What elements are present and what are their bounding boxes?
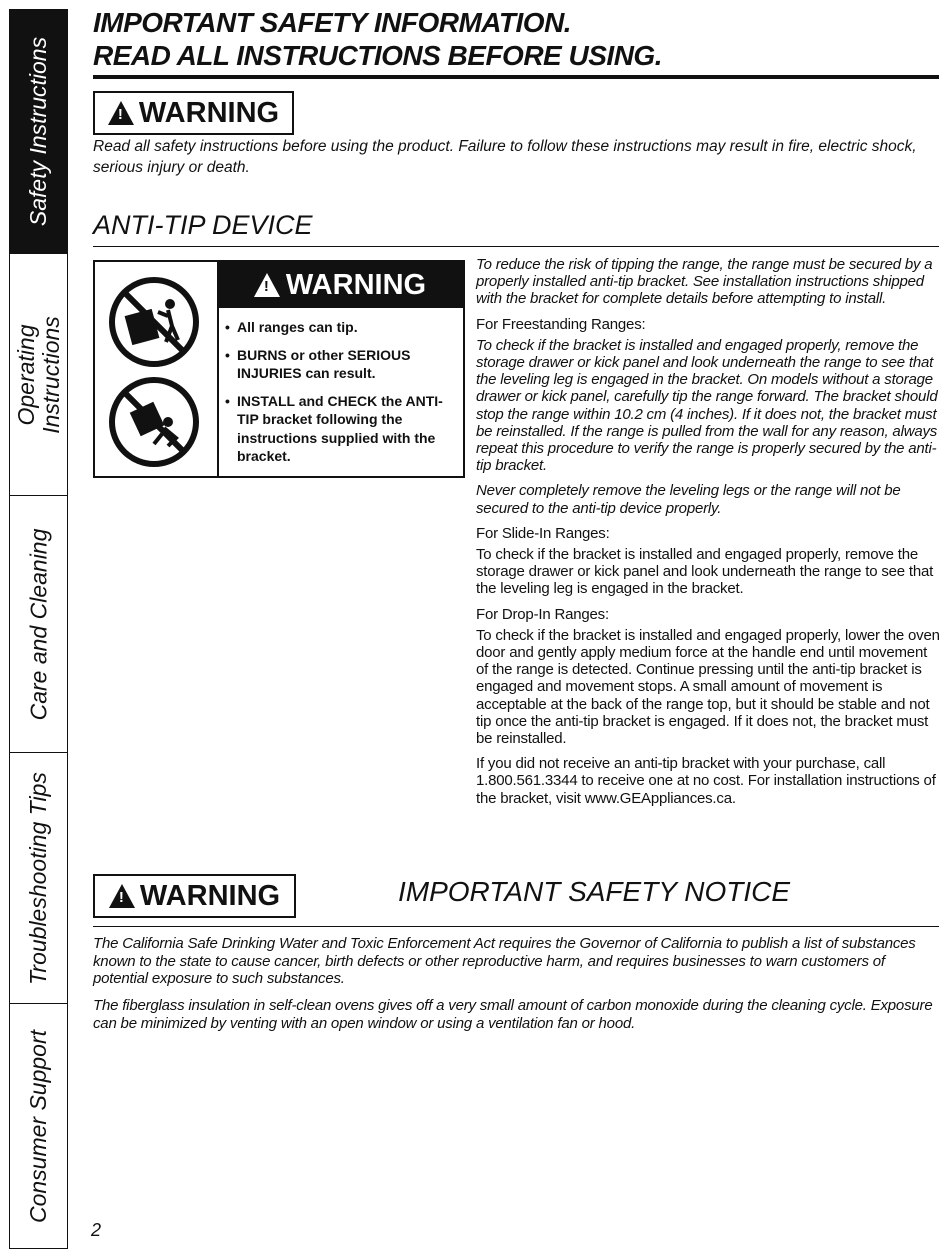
title-rule (93, 75, 939, 79)
page-content (93, 0, 939, 1260)
drop-in-heading: For Drop-In Ranges: (476, 605, 609, 623)
warning-badge (93, 91, 294, 135)
child-tipping-prohibited-icon (108, 376, 200, 468)
label-hazard-list (225, 318, 457, 475)
tab-label: Consumer Support (25, 1029, 52, 1223)
page-title (93, 6, 662, 72)
warning-triangle-icon: ! (108, 101, 134, 125)
title-line-1: IMPORTANT SAFETY INFORMATION. (93, 7, 572, 38)
title-line-2: READ ALL INSTRUCTIONS BEFORE USING. (93, 40, 662, 71)
tab-safety-instructions[interactable] (9, 9, 68, 254)
slide-in-heading: For Slide-In Ranges: (476, 524, 610, 542)
range-tipping-prohibited-icon (108, 276, 200, 368)
intro-warning-text: Read all safety instructions before using the product. Failure to follow these instructions may result in fire, electric shock, serious injury or death. (93, 138, 917, 176)
fiberglass-notice: The fiberglass insulation in self-clean ovens gives off a very small amount of carbon monoxide during the cleaning cycle. Exposure can be minimized by venting with an open window or using a ventilation fan or hood. (93, 997, 933, 1032)
section-sidebar (9, 9, 70, 1249)
warning-label: WARNING (138, 96, 280, 129)
contact-info: If you did not receive an anti-tip bracket with your purchase, call 1.800.561.3344 to receive one at no cost. For installation instructions of the bracket, visit www.GEAppliances.ca. (476, 755, 936, 807)
label-banner-text: WARNING (285, 268, 427, 301)
california-act-notice: The California Safe Drinking Water and Toxic Enforcement Act requires the Governor of California to publish a list of substances known to the state to cause cancer, birth defects or other reproductive harm, and requires businesses to warn customers of potential exposure to such substances. (93, 935, 916, 987)
notice-warning-badge (93, 874, 296, 918)
tab-label: Safety Instructions (25, 36, 52, 227)
tab-label: Care and Cleaning (25, 528, 52, 720)
warning-label: WARNING (139, 879, 281, 912)
warning-triangle-icon: ! (109, 884, 135, 908)
tab-label: Operating Instructions (12, 315, 64, 434)
label-warning-banner (217, 262, 463, 308)
list-item: • BURNS or other SERIOUS INJURIES can result. (225, 346, 457, 383)
anti-tip-instructions (476, 256, 941, 815)
section-rule (93, 926, 939, 927)
drop-in-body: To check if the bracket is installed and engaged properly, lower the oven door and gently apply medium force at the handle end until movement of the range is detected. Continue pressing until the anti-tip bracket is engaged and movement stops. A small amount of movement is acceptable at the back of the range top, but it should be stable and not tip once the anti-tip bracket is engaged. If it does not, the bracket must be reinstalled. (476, 626, 940, 748)
never-remove-note: Never completely remove the leveling legs or the range will not be secured to the anti-tip device properly. (476, 482, 901, 517)
anti-tip-warning-label (93, 260, 465, 478)
tab-consumer-support[interactable] (9, 1003, 68, 1249)
section-rule (93, 246, 939, 247)
tab-operating-instructions[interactable] (9, 253, 68, 496)
list-item: • All ranges can tip. (225, 318, 457, 337)
tab-troubleshooting-tips[interactable] (9, 752, 68, 1004)
page-number: 2 (91, 1220, 102, 1240)
tab-label: Troubleshooting Tips (25, 771, 51, 985)
slide-in-body: To check if the bracket is installed and engaged properly, remove the storage drawer or kick panel and look underneath the range to see that the leveling leg is engaged in the bracket. (476, 546, 934, 598)
warning-triangle-icon: ! (254, 273, 280, 297)
anti-tip-intro: To reduce the risk of tipping the range, the range must be secured by a properly installed anti-tip bracket. See installation instructions shipped with the bracket for complete details before attempting to install. (476, 256, 933, 308)
section-heading-anti-tip: ANTI-TIP DEVICE (93, 210, 313, 240)
freestanding-heading: For Freestanding Ranges: (476, 315, 646, 333)
tab-care-and-cleaning[interactable] (9, 495, 68, 753)
pictogram-column (95, 262, 219, 476)
freestanding-body: To check if the bracket is installed and engaged properly, remove the storage drawer or kick panel and look underneath the range to see that the leveling leg is engaged in the bracket. On models without a storage drawer or kick panel, carefully tip the range forward. The bracket should stop the range within 10.2 cm (4 inches). If it does not, the bracket must be reinstalled. If the range is pulled from the wall for any reason, always repeat this procedure to verify the range is properly secured by the anti-tip bracket. (476, 336, 938, 475)
list-item: • INSTALL and CHECK the ANTI-TIP bracket following the instructions supplied with the bracket. (225, 392, 457, 466)
section-heading-safety-notice: IMPORTANT SAFETY NOTICE (398, 876, 791, 907)
